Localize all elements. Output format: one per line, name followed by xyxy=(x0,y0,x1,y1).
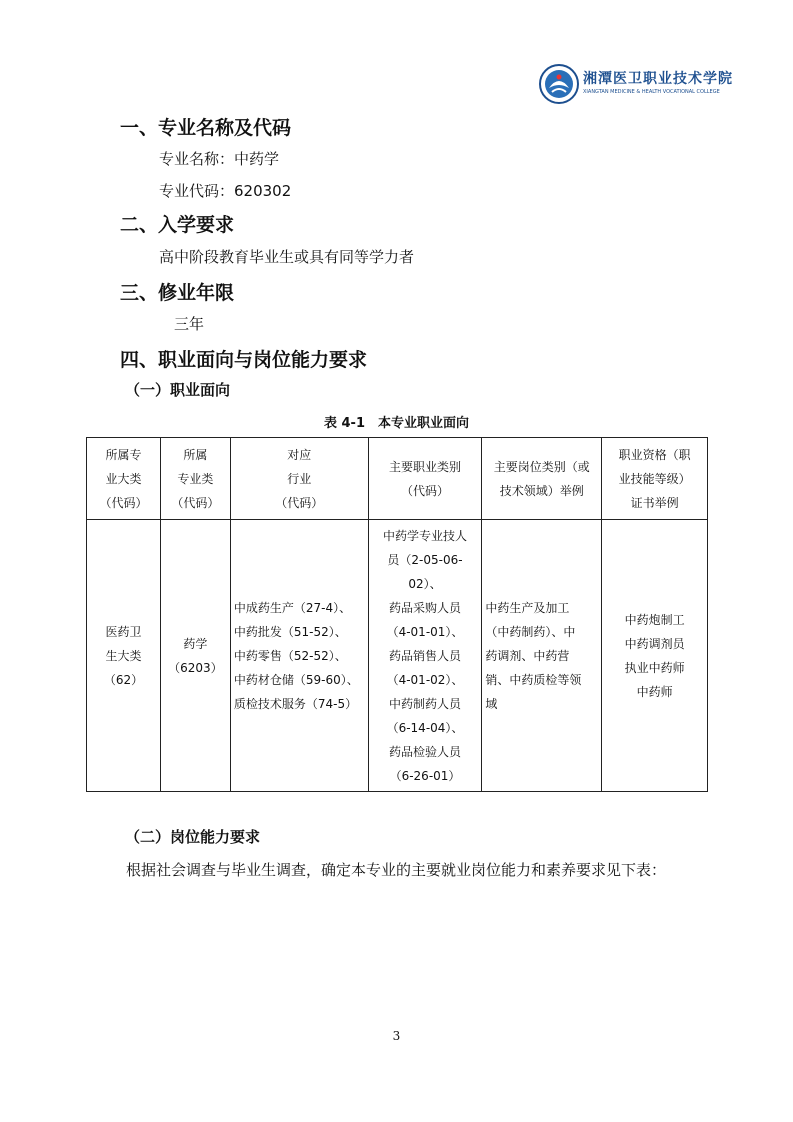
section-4-title: 四、职业面向与岗位能力要求 xyxy=(120,349,368,371)
table-cell: 中成药生产（27-4）、 中药批发（51-52）、 中药零售（52-52）、 中药材仓储（59-60）、 质检技术服务（74-5） xyxy=(230,520,368,792)
header-cell: 主要岗位类别（或 技术领域）举例 xyxy=(482,438,602,520)
major-name: 专业名称：中药学 xyxy=(159,150,280,168)
header-cell: 对应 行业 （代码） xyxy=(230,438,368,520)
logo-subtitle: XIANGTAN MEDICINE & HEALTH VOCATIONAL COLLEGE xyxy=(583,89,720,95)
table-cell: 中药学专业技人 员（2-05-06-02）、 药品采购人员 （4-01-01）、 药品销售人员 （4-01-02）、 中药制药人员 （6-14-04）、 药品检验人员 （6-26-01） xyxy=(368,520,482,792)
table-cell: 中药炮制工 中药调剂员 执业中药师 中药师 xyxy=(602,520,708,792)
logo-text: 湘潭医卫职业技术学院 xyxy=(583,71,733,87)
career-table xyxy=(86,437,708,792)
table-header-row xyxy=(87,438,708,520)
table-cell: 药学 （6203） xyxy=(160,520,230,792)
header-cell: 职业资格（职 业技能等级） 证书举例 xyxy=(602,438,708,520)
header-cell: 主要职业类别 （代码） xyxy=(368,438,482,520)
header-cell: 所属专 业大类 （代码） xyxy=(87,438,161,520)
table-cell: 医药卫 生大类 （62） xyxy=(87,520,161,792)
page-number: 3 xyxy=(392,1029,401,1043)
section-3-title: 三、修业年限 xyxy=(120,282,235,304)
major-code: 专业代码：620302 xyxy=(159,182,292,200)
table-cell: 中药生产及加工 （中药制药）、中 药调剂、中药营 销、中药质检等领 域 xyxy=(482,520,602,792)
subsection-ability-title: （二）岗位能力要求 xyxy=(125,828,261,846)
subsection-career-title: （一）职业面向 xyxy=(125,381,231,399)
duration-text: 三年 xyxy=(174,315,205,333)
table-row xyxy=(87,520,708,792)
header-cell: 所属 专业类 （代码） xyxy=(160,438,230,520)
section-2-title: 二、入学要求 xyxy=(120,214,235,236)
section-1-title: 一、专业名称及代码 xyxy=(120,117,292,139)
table-caption: 表 4-1 本专业职业面向 xyxy=(323,416,469,431)
college-logo xyxy=(539,62,733,108)
college-emblem-icon xyxy=(539,62,579,108)
admission-text: 高中阶段教育毕业生或具有同等学力者 xyxy=(159,248,415,266)
ability-intro-text: 根据社会调查与毕业生调查，确定本专业的主要就业岗位能力和素养要求见下表： xyxy=(126,861,667,879)
